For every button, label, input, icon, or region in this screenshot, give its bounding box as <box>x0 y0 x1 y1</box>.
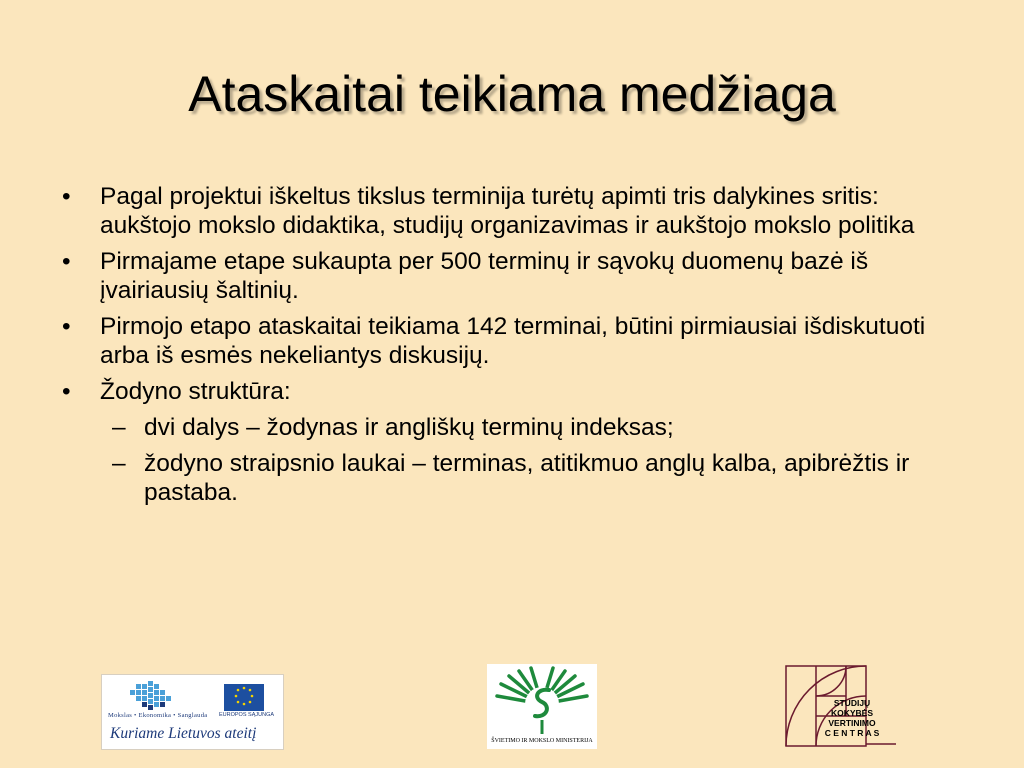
esf-small-text: Mokslas • Ekonomika • Sanglauda <box>108 712 208 719</box>
bullet-item: • Pirmajame etape sukaupta per 500 terminų ir sąvokų duomenų bazė iš įvairiausių šaltinių. <box>60 247 970 305</box>
sub-bullet-item: – žodyno straipsnio laukai – terminas, atitikmuo anglų kalba, apibrėžtis ir pastaba. <box>60 449 970 507</box>
bullet-item: • Žodyno struktūra: <box>60 377 970 406</box>
smm-logo <box>487 664 597 749</box>
bullet-item: • Pirmojo etapo ataskaitai teikiama 142 terminai, būtini pirmiausiai išdiskutuoti arba iš esmės nekeliantys diskusijų. <box>60 312 970 370</box>
skvc-line: VERTINIMO <box>828 718 876 728</box>
skvc-line: C E N T R A S <box>824 728 880 738</box>
skvc-label <box>822 698 882 738</box>
skvc-logo <box>784 664 900 748</box>
smm-emblem-icon <box>487 664 597 738</box>
skvc-line: KOKYBĖS <box>830 708 874 718</box>
skvc-line: STUDIJŲ <box>833 698 871 708</box>
esf-slogan: Kuriame Lietuvos ateitį <box>110 725 257 742</box>
slide-title: Ataskaitai teikiama medžiaga <box>188 66 836 122</box>
eu-label: EUROPOS SĄJUNGA <box>219 712 275 718</box>
smm-label: ŠVIETIMO IR MOKSLO MINISTERIJA <box>491 738 593 744</box>
bullet-item: • Pagal projektui iškeltus tikslus terminija turėtų apimti tris dalykines sritis: aukštojo mokslo didaktika, studijų organizavimas ir aukštojo mokslo politika <box>60 182 970 240</box>
slide-content <box>60 182 970 514</box>
sub-bullet-item: – dvi dalys – žodynas ir angliškų terminų indeksas; <box>60 413 970 442</box>
esf-logo <box>101 674 284 750</box>
